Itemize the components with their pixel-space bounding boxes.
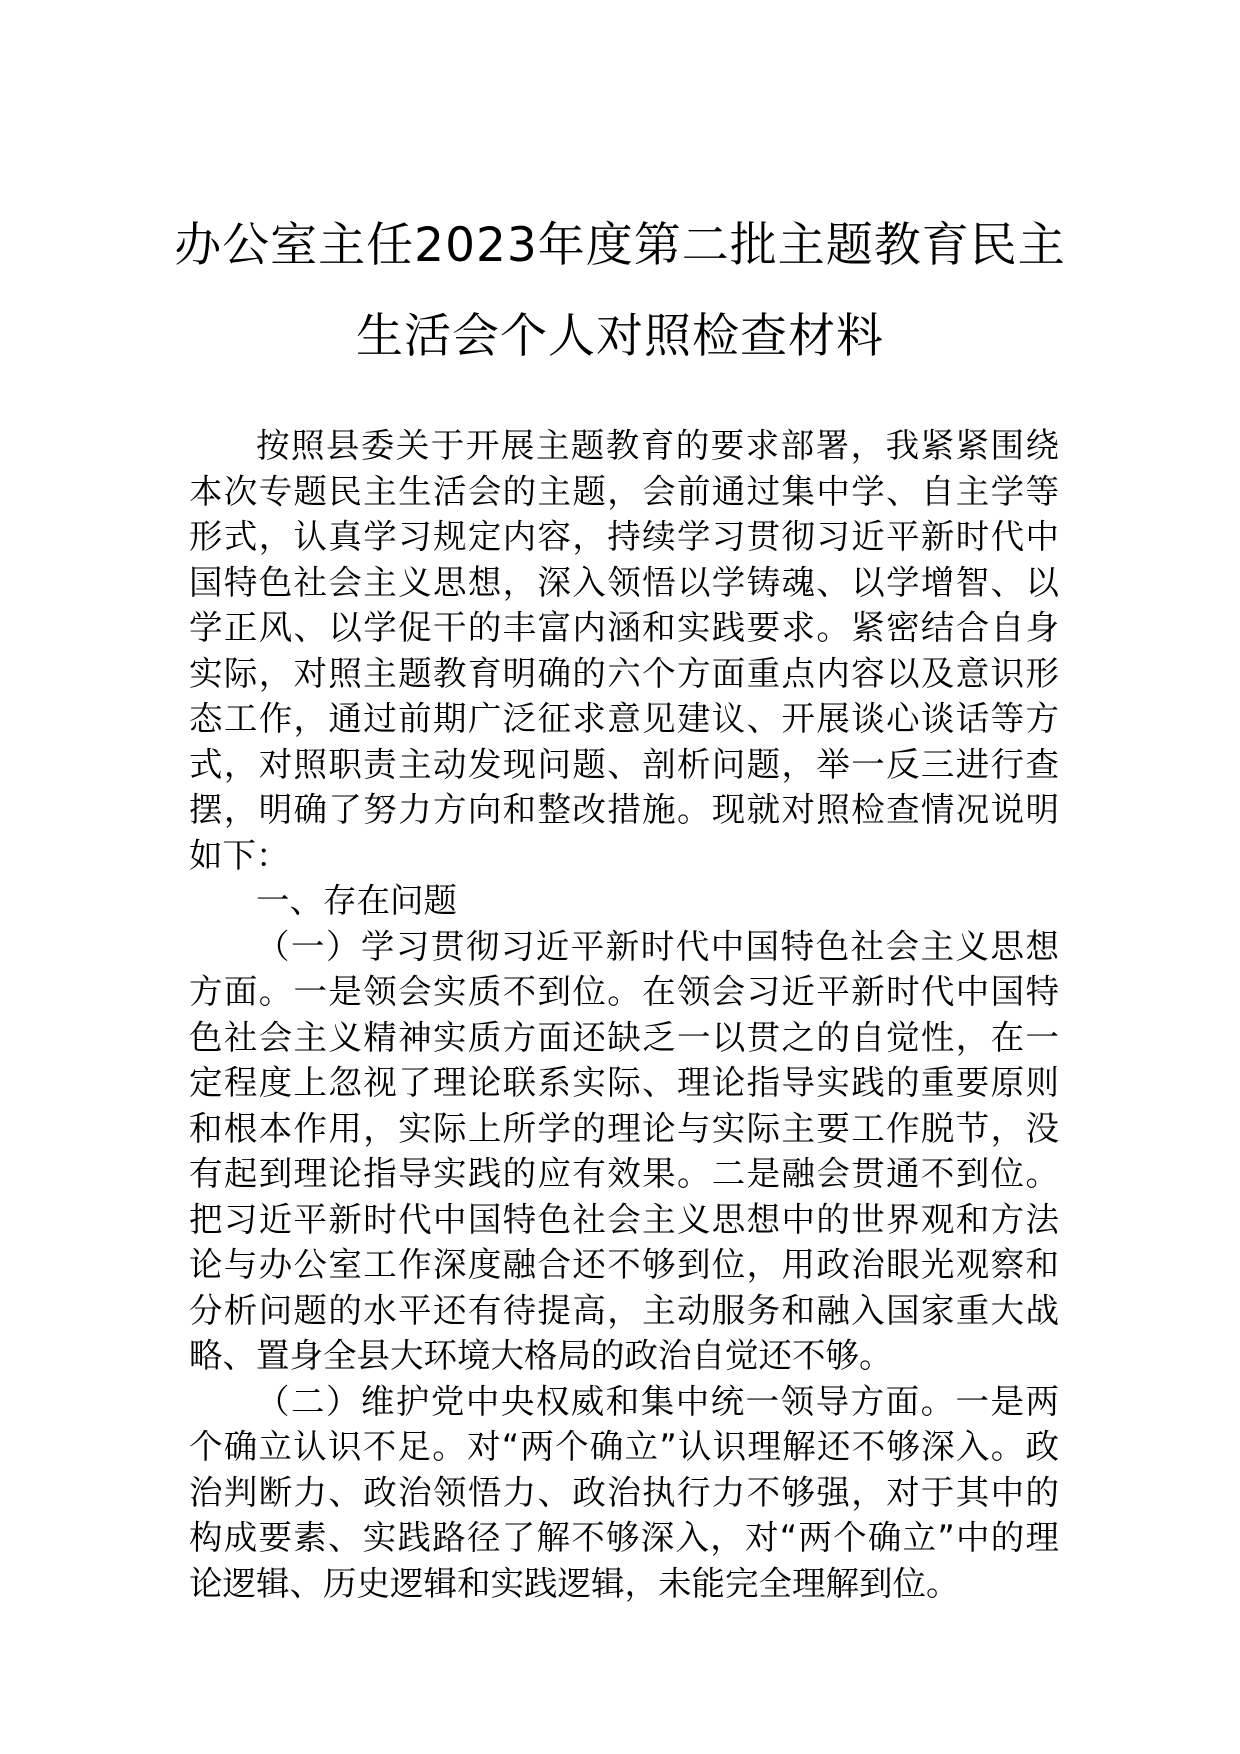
document-title-line-1: 办公室主任2023年度第二批主题教育民主 xyxy=(174,218,1066,273)
body-paragraph: （二）维护党中央权威和集中统一领导方面。一是两个确立认识不足。对“两个确立”认识理解还不够深入。政治判断力、政治领悟力、政治执行力不够强，对于其中的构成要素、实践路径了解不够深入，对“两个确立”中的理论逻辑、历史逻辑和实践逻辑，未能完全理解到位。 xyxy=(189,1381,1059,1603)
intro-paragraph: 按照县委关于开展主题教育的要求部署，我紧紧围绕本次专题民主生活会的主题，会前通过集中学、自主学等形式，认真学习规定内容，持续学习贯彻习近平新时代中国特色社会主义思想，深入领悟以学铸魂、以学增智、以学正风、以学促干的丰富内涵和实践要求。紧密结合自身实际，对照主题教育明确的六个方面重点内容以及意识形态工作，通过前期广泛征求意见建议、开展谈心谈话等方式，对照职责主动发现问题、剖析问题，举一反三进行查摆，明确了努力方向和整改措施。现就对照检查情况说明如下： xyxy=(189,426,1059,875)
section-heading: 一、存在问题 xyxy=(256,881,457,920)
document-title-line-2: 生活会个人对照检查材料 xyxy=(356,309,884,364)
body-paragraph: （一）学习贯彻习近平新时代中国特色社会主义思想方面。一是领会实质不到位。在领会习近平新时代中国特色社会主义精神实质方面还缺乏一以贯之的自觉性，在一定程度上忽视了理论联系实际、理论指导实践的重要原则和根本作用，实际上所学的理论与实际主要工作脱节，没有起到理论指导实践的应有效果。二是融会贯通不到位。把习近平新时代中国特色社会主义思想中的世界观和方法论与办公室工作深度融合还不够到位，用政治眼光观察和分析问题的水平还有待提高，主动服务和融入国家重大战略、置身全县大环境大格局的政治自觉还不够。 xyxy=(189,926,1059,1375)
document-body xyxy=(189,423,1059,1606)
